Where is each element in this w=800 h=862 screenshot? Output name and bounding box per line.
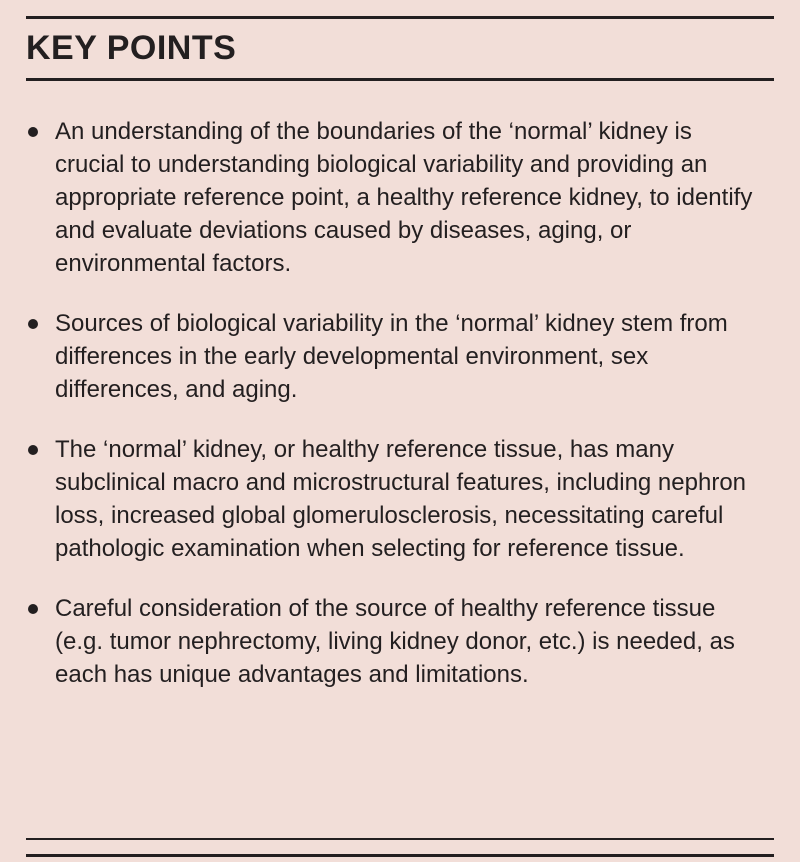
- key-point-text: An understanding of the boundaries of the ‘normal’ kidney is crucial to understanding biological variability and providing an appropriate reference point, a healthy reference kidney, to identify and evaluate deviations caused by diseases, aging, or environmental factors.: [55, 118, 753, 278]
- key-point-item: [28, 307, 760, 406]
- top-rule: [26, 16, 774, 19]
- title-rule: [26, 78, 774, 81]
- key-point-item: [28, 433, 760, 565]
- key-point-text: The ‘normal’ kidney, or healthy reference tissue, has many subclinical macro and microstructural features, including nephron loss, increased global glomerulosclerosis, necessitating careful pathologic examination when selecting for reference tissue.: [55, 436, 747, 563]
- bottom-edge-rule: [26, 854, 774, 857]
- bullet-icon: [28, 445, 38, 455]
- key-point-text: Careful consideration of the source of healthy reference tissue (e.g. tumor nephrectomy, living kidney donor, etc.) is needed, as each has unique advantages and limitations.: [55, 595, 735, 689]
- bullet-icon: [28, 127, 38, 137]
- key-point-item: [28, 592, 760, 691]
- panel-title: KEY POINTS: [26, 29, 237, 67]
- bullet-icon: [28, 319, 38, 329]
- key-point-text: Sources of biological variability in the ‘normal’ kidney stem from differences in the early developmental environment, sex differences, and aging.: [55, 310, 728, 404]
- bottom-rule: [26, 838, 774, 840]
- bullet-icon: [28, 604, 38, 614]
- key-point-item: [28, 115, 760, 280]
- key-points-list: [26, 115, 774, 691]
